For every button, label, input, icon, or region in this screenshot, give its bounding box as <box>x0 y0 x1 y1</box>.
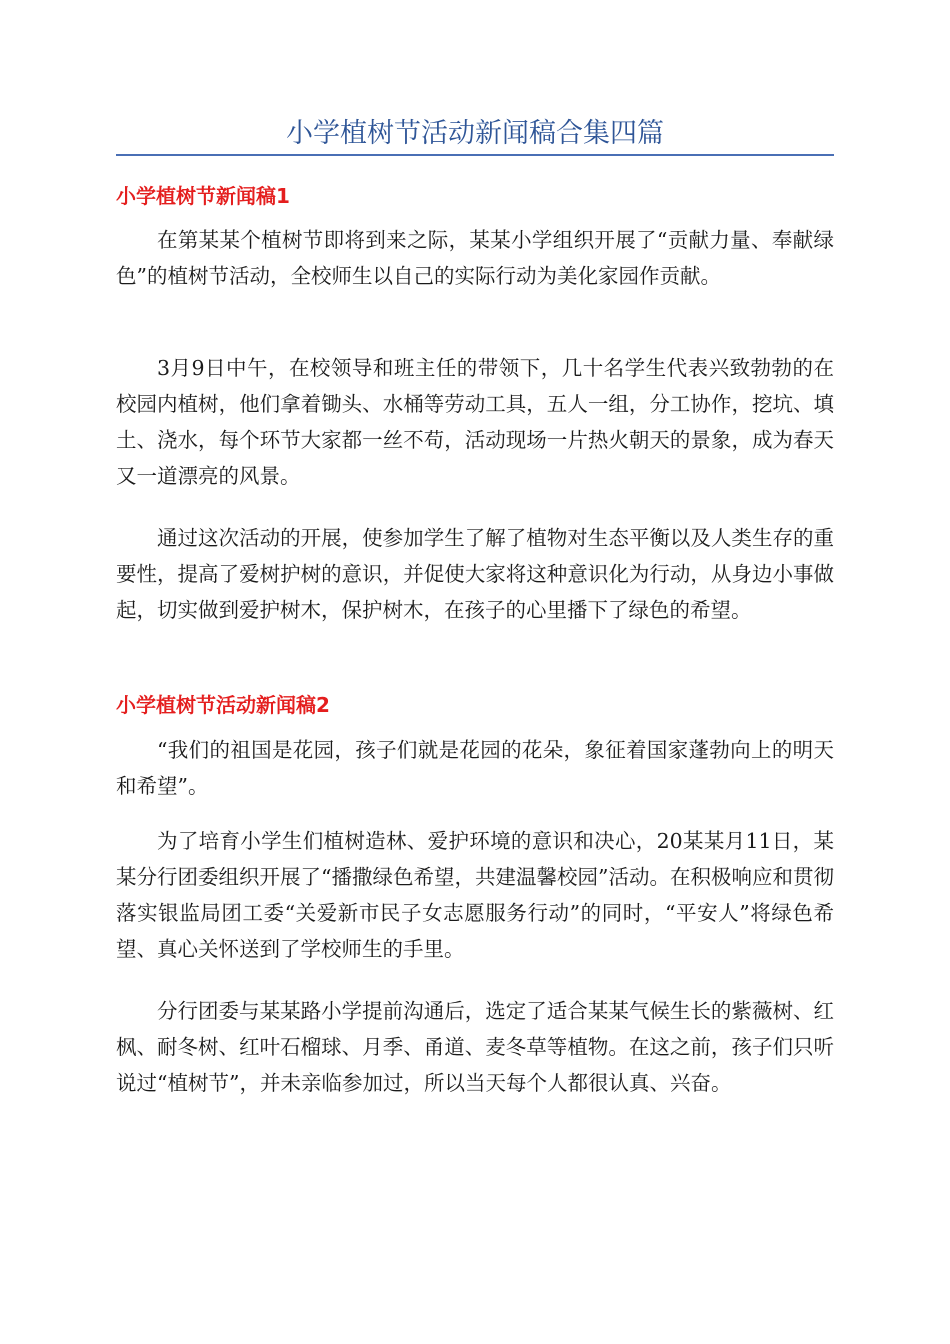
section-heading-2: 小学植树节活动新闻稿2 <box>116 693 330 717</box>
section-2-paragraph-3: 分行团委与某某路小学提前沟通后，选定了适合某某气候生长的紫薇树、红枫、耐冬树、红叶石榴球、月季、甬道、麦冬草等植物。在这之前，孩子们只听说过“植树节”，并未亲临参加过，所以当天每个人都很认真、兴奋。 <box>116 999 834 1095</box>
section-heading-1: 小学植树节新闻稿1 <box>116 184 290 208</box>
section-2-paragraph-2: 为了培育小学生们植树造林、爱护环境的意识和决心，20某某月11日，某某分行团委组织开展了“播撒绿色希望，共建温馨校园”活动。在积极响应和贯彻落实银监局团工委“关爱新市民子女志愿服务行动”的同时，“平安人”将绿色希望、真心关怀送到了学校师生的手里。 <box>116 829 834 961</box>
title-underline-rule <box>116 154 834 156</box>
section-1-paragraph-3: 通过这次活动的开展，使参加学生了解了植物对生态平衡以及人类生存的重要性，提高了爱树护树的意识，并促使大家将这种意识化为行动，从身边小事做起，切实做到爱护树木，保护树木，在孩子的心里播下了绿色的希望。 <box>116 526 834 622</box>
section-1-paragraph-1: 在第某某个植树节即将到来之际，某某小学组织开展了“贡献力量、奉献绿色”的植树节活动，全校师生以自己的实际行动为美化家园作贡献。 <box>116 228 834 288</box>
document-title: 小学植树节活动新闻稿合集四篇 <box>286 118 664 149</box>
section-2-paragraph-1: “我们的祖国是花园，孩子们就是花园的花朵，象征着国家蓬勃向上的明天和希望”。 <box>116 738 834 798</box>
section-1-paragraph-2: 3月9日中午，在校领导和班主任的带领下，几十名学生代表兴致勃勃的在校园内植树，他们拿着锄头、水桶等劳动工具，五人一组，分工协作，挖坑、填土、浇水，每个环节大家都一丝不苟，活动现场一片热火朝天的景象，成为春天又一道漂亮的风景。 <box>116 356 834 488</box>
